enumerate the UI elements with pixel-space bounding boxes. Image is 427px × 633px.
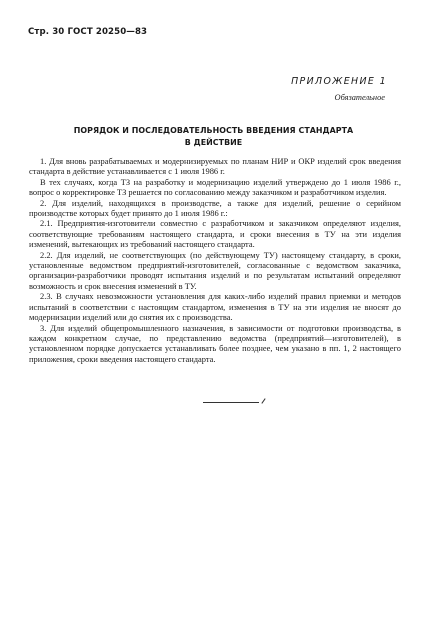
end-separator-mark	[261, 398, 265, 403]
running-head: Стр. 30 ГОСТ 20250—83	[28, 27, 148, 37]
document-title-line-2: В ДЕЙСТВИЕ	[184, 138, 243, 147]
paragraph-3: 3. Для изделий общепромышленного назначения, в зависимости от подготовки производства, в каждом конкретном случае, по представлению ведомства (предприятий—изготовителей), в установленном порядке допускается устанавливать более позднее, чем указано в пп. 1, 2 настоящего приложения, сроки введения настоящего стандарта.	[29, 322, 401, 364]
document-title	[30, 125, 397, 149]
paragraph-2-2: 2.2. Для изделий, не соответствующих (по действующему ТУ) настоящему стандарту, в сроки, установленные ведомством предприятий-изготовителей, согласованные с ведомством заказчика, организации-разработчики проводят испытания изделий и по результатам испытаний определяют возможность и срок внесения изменений в ТУ.	[29, 249, 401, 291]
paragraph-2-3: 2.3. В случаях невозможности установления для каких-либо изделий правил приемки и методов испытаний в соответствии с настоящим стандартом, изменения в ТУ на эти изделия не вносят до модернизации изделий или до снятия их с производства.	[29, 291, 401, 323]
paragraph-1-note: В тех случаях, когда ТЗ на разработку и модернизацию изделий утверждено до 1 июля 1986 г., вопрос о корректировке ТЗ решается по согласованию между заказчиком и разработчиком изделия.	[29, 176, 401, 198]
appendix-title: ПРИЛОЖЕНИЕ 1	[291, 76, 387, 87]
paragraph-1: 1. Для вновь разрабатываемых и модернизируемых по планам НИР и ОКР изделий срок введения стандарта в действие устанавливается с 1 июля 1986 г.	[29, 156, 401, 177]
document-title-line-1: ПОРЯДОК И ПОСЛЕДОВАТЕЛЬНОСТЬ ВВЕДЕНИЯ СТАНДАРТА	[73, 126, 354, 135]
end-separator-line	[203, 402, 259, 403]
paragraph-2-1: 2.1. Предприятия-изготовители совместно с разработчиком и заказчиком определяют изделия, соответствующие требованиям настоящего стандарта, и сроки внесения в ТУ на эти изделия изменений, вытекающих из требований настоящего стандарта.	[29, 218, 401, 250]
appendix-status: Обязательное	[334, 93, 385, 102]
paragraph-2: 2. Для изделий, находящихся в производстве, а также для изделий, решение о серийном производстве которых будет принято до 1 июля 1986 г.:	[29, 197, 401, 219]
document-body	[29, 156, 401, 364]
